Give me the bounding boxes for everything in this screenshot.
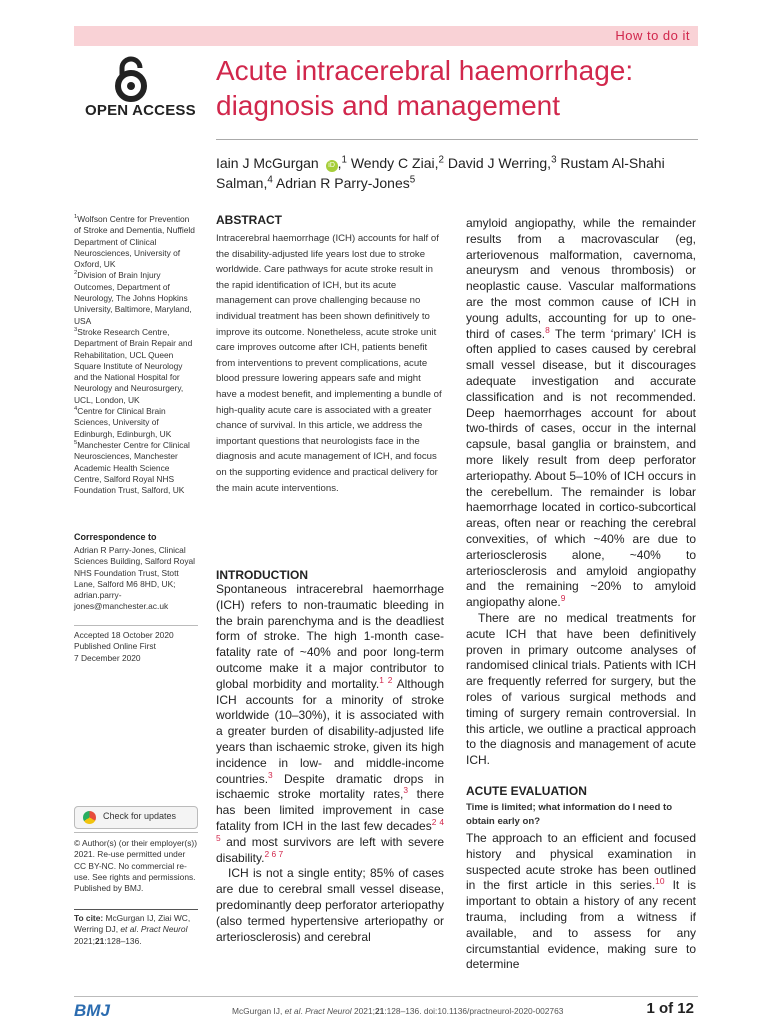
- introduction-body: [216, 582, 444, 945]
- article-title: Acute intracerebral haemorrhage: diagnosis and management: [216, 55, 634, 121]
- paragraph: amyloid angiopathy, while the remainder results from a macrovascular (eg, arteriovenous malformation, cavernoma, aneurysm and venous thrombosis) or neoplastic cause. Vascular malformations are the most common cause of ICH in young adults, accounting for up to one-third of cases.$^8$ The term ‘primary’ ICH is often applied to cases caused by cerebral small vessel disease, but it discourages adequate investigation and accurate classification and is not recommended. Deep haemorrhages account for about two-thirds of cases, occur in the internal capsule, basal ganglia or brainstem, and more likely result from deep perforator arteriopathy. About 5–10% of ICH occurs in the cerebellum. The remainder is lobar haemorrhage located in cortico-subcortical areas, often near or reaching the cerebral convexities, of which ~40% are due to arteriosclerosis alone, ~40% to arteriosclerosis and amyloid angiopathy and the remaining ~20% to amyloid angiopathy alone.$^9$: [466, 216, 697, 610]
- paragraph: There are no medical treatments for acute ICH that have been definitively proven in primary outcome analyses of randomised clinical trials. Patients with ICH are frequently referred for surgery, but the roles of various surgical methods and timing of surgery remain controversial. In this article, we outline a practical approach to the diagnosis and management of acute ICH.: [466, 610, 696, 768]
- open-access-lock-icon: [111, 56, 151, 102]
- right-column-body: [466, 216, 696, 769]
- title-divider: [216, 139, 698, 140]
- paragraph: ICH is not a single entity; 85% of cases are due to cerebral small vessel disease, predominantly deep perforator arteriopathy (also termed hypertensive arteriopathy or arteriosclerosis) and cerebral: [216, 866, 444, 944]
- acute-evaluation-heading: ACUTE EVALUATION: [466, 784, 587, 798]
- check-for-updates-label: Check for updates: [103, 811, 177, 821]
- section-label: How to do it: [615, 28, 690, 43]
- open-access-label: OPEN ACCESS: [85, 102, 196, 119]
- acute-evaluation-body: [466, 831, 696, 973]
- correspondence-address: Adrian R Parry-Jones, Clinical Sciences Building, Salford Royal NHS Foundation Trust, Stott Lane, Salford M6 8HD, UK; adrian.parry-jones@manchester.ac.uk: [74, 545, 196, 612]
- check-for-updates-button[interactable]: [74, 806, 198, 829]
- sidebar-divider: [74, 625, 198, 626]
- copyright-notice: © Author(s) (or their employer(s)) 2021. Re-use permitted under CC BY-NC. No commercial re-use. See rights and permissions. Published by BMJ.: [74, 838, 197, 894]
- sidebar-divider: [74, 832, 198, 833]
- update-status-icon: [83, 811, 96, 824]
- abstract-heading: ABSTRACT: [216, 213, 282, 227]
- affiliations: $^1$Wolfson Centre for Prevention of Stroke and Dementia, Nuffield Department of Clinical Neurosciences, University of Oxford, UK $^2$Division of Brain Injury Outcomes, Department of Neurology, The Johns Hopkins University, Baltimore, Maryland, USA $^3$Stroke Research Centre, Department of Brain Repair and Rehabilitation, UCL Queen Square Institute of Neurology and the National Hospital for Neurology and Neurosurgery, UCL, London, UK $^4$Centre for Clinical Brain Sciences, University of Edinburgh, Edinburgh, UK $^5$Manchester Centre for Clinical Neurosciences, Manchester Academic Health Science Centre, Salford Royal NHS Foundation Trust, Salford, UK: [74, 214, 195, 496]
- introduction-heading: INTRODUCTION: [216, 568, 308, 582]
- footer-citation: McGurgan IJ, et al. Pract Neurol 2021;21:128–136. doi:10.1136/practneurol-2020-002763: [232, 1006, 564, 1016]
- abstract-text: Intracerebral haemorrhage (ICH) accounts for half of the disability-adjusted life years lost due to stroke worldwide. Care pathways for acute stroke result in the rapid identification of ICH, but its acute management can prove challenging because no individual treatment has been shown definitively to improve its outcome. Nonetheless, acute stroke unit care improves outcome after ICH, patients benefit from interventions to prevent complications, acute blood pressure lowering appears safe and might have a modest benefit, and implementing a bundle of high-quality acute care is associated with a greater chance of survival. In this article, we address the important questions that neurologists face in the diagnosis and acute management of ICH, and focus on the supporting evidence and practical delivery for the main acute interventions.: [216, 233, 442, 494]
- publication-dates: Accepted 18 October 2020 Published Online First 7 December 2020: [74, 630, 174, 663]
- footer-divider: [74, 996, 698, 997]
- section-banner: [74, 26, 698, 46]
- citation-box: To cite: McGurgan IJ, Ziai WC, Werring DJ, et al. Pract Neurol 2021;21:128–136.: [74, 909, 198, 947]
- acute-evaluation-subheading: Time is limited; what information do I need to obtain early on?: [466, 802, 673, 827]
- correspondence-heading: Correspondence to: [74, 532, 157, 542]
- page-number: 1 of 12: [646, 1000, 694, 1017]
- paragraph: Spontaneous intracerebral haemorrhage (ICH) refers to non-traumatic bleeding in the brain parenchyma and is the deadliest form of stroke. The high 1-month case-fatality rate of ~40% and poor long-term outcome make it a major contributor to global morbidity and mortality.$^{1 2}$ Although ICH accounts for a minority of stroke worldwide (10–30%), it is associated with a greater burden of disability-adjusted life years than ischaemic stroke, given its high incidence in low- and middle-income countries.$^3$ Despite dramatic drops in ischaemic stroke mortality rates,$^3$ there has been limited improvement in case fatality from ICH in the last few decades$^{2 4 5}$ and most survivors are left with severe disability.$^{2 6 7}$: [216, 582, 444, 865]
- bmj-logo[interactable]: BMJ: [74, 1001, 110, 1020]
- author-list: Iain J McGurgan iD ,$^1$ Wendy C Ziai,$^2$ David J Werring,$^3$ Rustam Al-Shahi Salman,$^4$ Adrian R Parry-Jones$^5$: [216, 154, 665, 191]
- paragraph: The approach to an efficient and focused history and physical examination in suspected acute stroke has been outlined in the first article in this series.$^{10}$ It is important to obtain a history of any recent trauma, including from a witness if available, and to assess for any circumstantial evidence, making sure to determine: [466, 831, 696, 972]
